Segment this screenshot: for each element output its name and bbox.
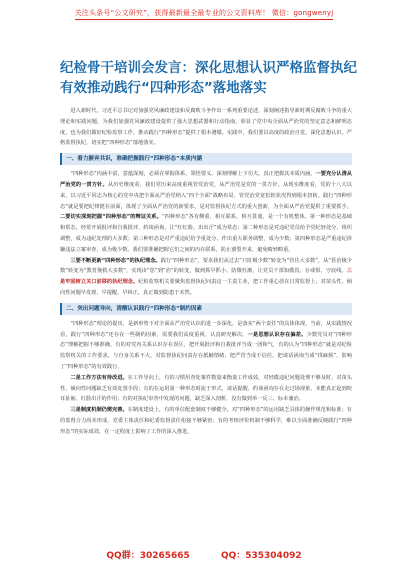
section-2-p3-bold: 三是制度机制仍需完善。 [70, 407, 128, 414]
section-1-p3-bold2: 三是牢固树立关口前移的执纪理念。 [60, 268, 352, 286]
section-1-p3-rest2: 纪检监察机关要聚焦监督执纪问责这一主责主业，把工作重心放在日常监督上，对苗头性、倾向性问题早发现、早提醒、早纠正，真正做到防患于未然。 [60, 279, 352, 296]
section-1-p2-bold: 二要切实深刻把握“四种形态”的辩证关系。 [60, 214, 162, 221]
section-2-heading: 二、突出问题导向，清醒认识践行“四种形态”制约因素 [60, 303, 352, 315]
section-1-p1-rest: 从历史维度看，我们党历来高度重视管党治党，从严治党是党的一贯方针。从现实维度看，党的十八大以来，以习近平同志为核心的党中央把全面从严治党纳入“四个全面”战略布局，管党治党宽松软状况得到根本扭转。践行“四种形态”就是要把纪律挺在前面，体现了全面从严治党的新要求，是对监督执纪方式的重大创新，为全面从严治党提供了重要抓手。 [60, 181, 352, 210]
section-2-paragraph-1 [60, 319, 352, 373]
section-2-p1-bold: 一是思想认识存在偏差。 [247, 331, 307, 338]
section-2-p1-text: “四种形态”理论的提出，是新形势下对全面从严治党认识的进一步深化，是落实“两个责任”的具体体现。当前，从实践情况看，践行“四种形态”还存在一些制约因素，需要我们高度重视、认真研究解决。 [60, 320, 352, 338]
section-2-p2-rest: 在工作导向上，有的习惯用查处案件数量来衡量工作成效，对轻微违纪问题处理不够及时，对苗头性、倾向性问题缺乏有效处置手段；有的在运用第一种形态时流于形式，谈话提醒、约谈函询存在走过场现象，未能真正起到咬耳扯袖、红脸出汗的作用；有的对执纪审查中发现的问题，缺乏深入剖析，没有做到举一反三、标本兼治。 [60, 374, 352, 403]
section-1-p1-bold: 一要充分认清从严治党的一贯方针。 [60, 171, 352, 188]
section-2-p2-bold: 二是工作方法有待改进。 [70, 374, 128, 381]
promo-banner [0, 0, 408, 30]
article-body [60, 106, 352, 538]
article-title: 纪检骨干培训会发言：深化思想认识严格监督执纪有效推动践行“四种形态”落地落实 [60, 60, 357, 96]
section-1-p2-rest: “四种形态”各有侧重、相互联系、相互贯通，是一个有机整体。第一种形态是基础和常态，经常开展批评和自我批评、约谈函询，让“红红脸、出出汗”成为常态；第二种形态是对违纪党员给予党纪轻处分、组织调整，成为违纪处理的大多数；第三种形态是对严重违纪给予重处分、作出重大职务调整，成为少数；第四种形态是严重违纪涉嫌违法立案审查，成为极少数。我们要准确把握它们之间的内在联系，防止割裂开来，避免畸轻畸重。 [60, 214, 352, 253]
qq-text: QQ：535304092 [220, 551, 302, 561]
section-2-p1-rest: 少数党员对“四种形态”理解把握不够准确，有的对党内关系认识存在误区，把开展批评和自我批评当成一团和气，有的认为“四种形态”就是对纪检监察机关的工作要求，与自身关系不大，对监督执纪问责存在抵触情绪，把严管当成不信任，把谈话函询当成“找麻烦”，影响了“四种形态”的有效践行。 [60, 331, 352, 370]
section-2-paragraph-2 [60, 373, 352, 405]
section-1-p1-text: “四种形态”内涵丰富，意蕴深刻，必须在掌握体系、领悟要义、深刻理解上下功夫，真正把握其本质内涵。 [70, 171, 316, 178]
promo-text: 关注头条号“公文研究”，获得最新最全最专业的公文资料库！ 微信：gongwenyj [75, 8, 334, 20]
section-1-paragraph-1 [60, 169, 352, 255]
section-1-p3-rest: 践行“四种形态”，要求我们从过去“只盯极少数”转变为“管住大多数”，从“惩治极少数”转变为“教育挽救大多数”，实现由“惩”到“治”的转变，做到抓早抓小、防微杜渐，让党员干部知敬畏、存戒惧、守底线。 [60, 257, 352, 275]
section-2-p3-rest: 在制度建设上，有的单位配套制度不够健全，对“四种形态”的运用缺乏具体的操作规范和标准；有的监督合力尚未形成，党委主体责任和纪委监督责任衔接不够紧密；有的考核评价机制不够科学，难以全面准确反映践行“四种形态”的实际成效，在一定程度上影响了工作的深入推进。 [60, 407, 352, 435]
section-1-paragraph-2 [60, 256, 352, 299]
intro-paragraph: 进入新时代，习近平总书记对加强党风廉政建设和反腐败斗争作出一系列重要论述，深刻阐述指导新时期反腐败斗争的重大理论和实践问题，为我们加强党风廉政建设提供了强大思想武器和行动指南，彰显了党中央全面从严治党的坚定意志和鲜明态度，也为我们做好纪检监察工作，推动践行“四种形态”提供了根本遵循。实践中，我们要以高度的政治自觉，深化思想认识，严格监督执纪，切实把“四种形态”落地落实。 [60, 108, 352, 147]
section-1-heading: 一、着力摒弃共识，准确把握践行“四种形态”本质内涵 [60, 153, 352, 165]
section-1-p3-bold: 三要不断更新“四种形态”的执纪理念。 [70, 257, 161, 264]
qq-group-text: QQ群：30265665 [106, 551, 190, 561]
contact-footer [0, 548, 408, 568]
section-2-paragraph-3 [60, 405, 352, 437]
